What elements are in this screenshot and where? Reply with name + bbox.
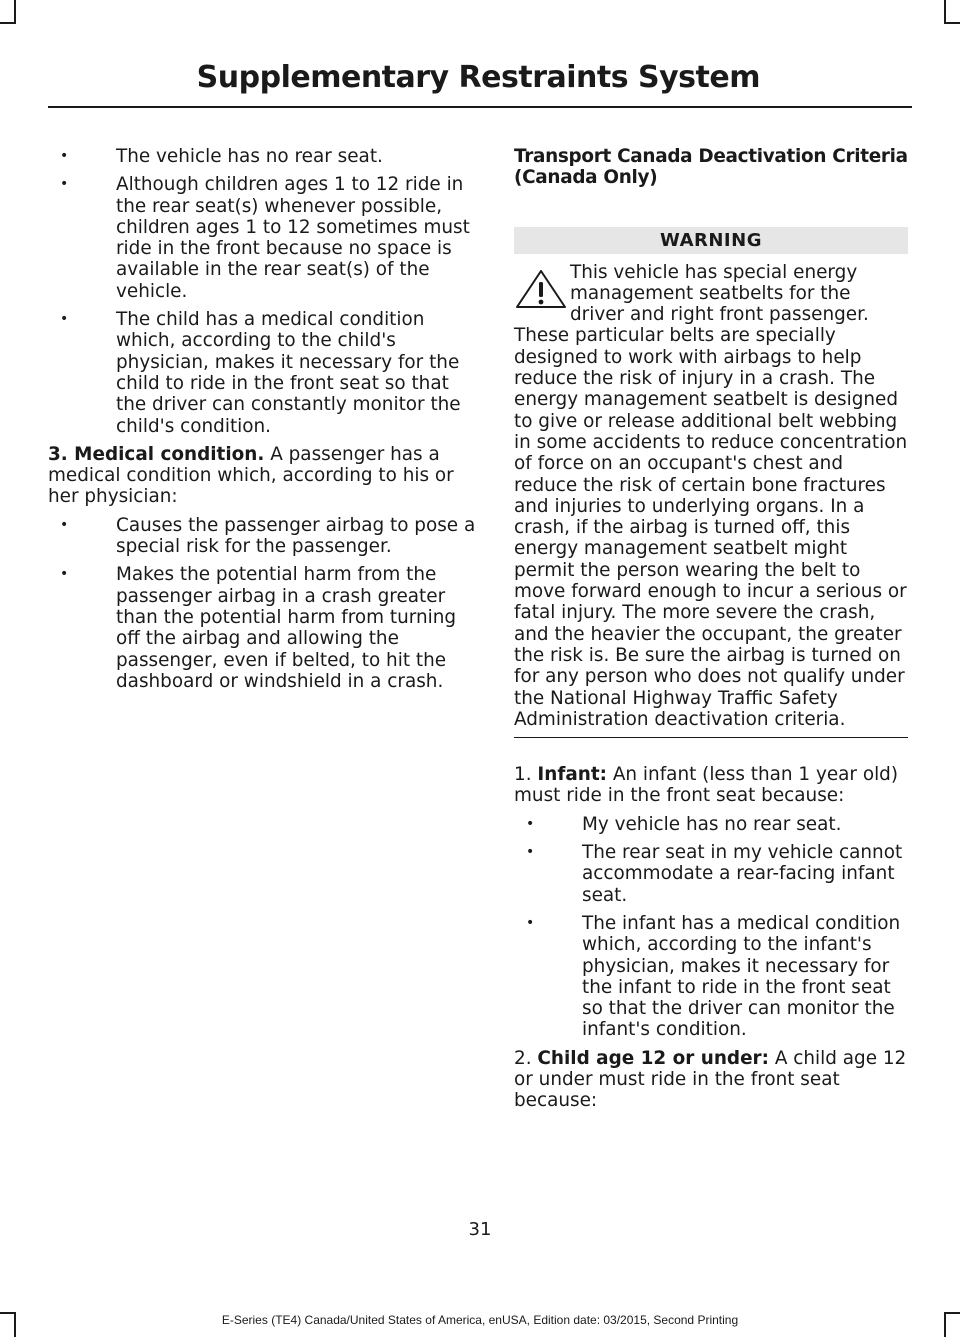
page-number: 31 — [468, 1219, 492, 1240]
child-heading: Child age 12 or under: — [537, 1047, 769, 1069]
list-item: • The child has a medical condition which, according to the child's physician, makes it necessary for the child to ride in the front seat so that the driver can constantly monitor the child's condition. — [48, 309, 476, 437]
medical-condition-paragraph: 3. Medical condition. A passenger has a medical condition which, according to his or her physician: — [48, 443, 454, 508]
crop-mark — [944, 0, 946, 22]
warning-triangle-icon — [514, 268, 568, 310]
list-item: • Causes the passenger airbag to pose a special risk for the passenger. — [48, 515, 476, 558]
warning-text: This vehicle has special energy management seatbelts for the driver and right front passenger. These particular belts are specially designed to work with airbags to help reduce the risk of injury in a crash. The energy management seatbelt is designed to give or release additional belt webbing in some accidents to reduce concentration of force on an occupant's chest and reduce the risk of certain bone fractures and injuries to underlying organs. In a crash, if the airbag is turned off, this energy management seatbelt might permit the person wearing the belt to move forward enough to incur a serious or fatal injury. The more severe the crash, and the heavier the occupant, the greater the risk is. Be sure the airbag is turned on for any person who does not qualify under the National Highway Traffic Safety Administration deactivation criteria. — [514, 261, 908, 730]
child-paragraph: 2. Child age 12 or under: A child age 12 or under must ride in the front seat because: — [514, 1047, 907, 1112]
medical-condition-heading: 3. Medical condition. — [48, 443, 265, 465]
warning-divider — [514, 737, 908, 738]
medical-list — [48, 515, 476, 692]
warning-label: WARNING — [514, 227, 908, 254]
crop-mark — [944, 22, 960, 24]
infant-list — [514, 814, 908, 1041]
list-item: • The vehicle has no rear seat. — [48, 146, 476, 167]
section-heading: Transport Canada Deactivation Criteria (Canada Only) — [514, 146, 908, 189]
crop-mark — [14, 0, 16, 22]
warning-body — [514, 262, 908, 731]
infant-paragraph: 1. Infant: An infant (less than 1 year old) must ride in the front seat because: — [514, 764, 899, 807]
list-item: • Makes the potential harm from the passenger airbag in a crash greater than the potential harm from turning off the airbag and allowing the passenger, even if belted, to hit the dashboard or windshield in a crash. — [48, 564, 476, 692]
crop-mark — [0, 22, 16, 24]
eligibility-list — [48, 146, 476, 437]
list-item: • The rear seat in my vehicle cannot accommodate a rear-facing infant seat. — [514, 842, 908, 906]
list-item: • My vehicle has no rear seat. — [514, 814, 908, 835]
page-title: Supplementary Restraints System — [196, 60, 760, 95]
left-column — [48, 146, 476, 699]
right-column — [514, 146, 908, 1119]
infant-heading: Infant: — [537, 764, 607, 786]
header-divider — [48, 106, 912, 108]
edition-footer: E-Series (TE4) Canada/United States of America, enUSA, Edition date: 03/2015, Second Printing — [221, 1313, 739, 1327]
list-item: • Although children ages 1 to 12 ride in the rear seat(s) whenever possible, children ages 1 to 12 sometimes must ride in the front because no space is available in the rear seat(s) of the vehicle. — [48, 174, 476, 302]
warning-box — [514, 227, 908, 739]
list-item: • The infant has a medical condition which, according to the infant's physician, makes it necessary for the infant to ride in the front seat so that the driver can monitor the infant's condition. — [514, 913, 908, 1041]
